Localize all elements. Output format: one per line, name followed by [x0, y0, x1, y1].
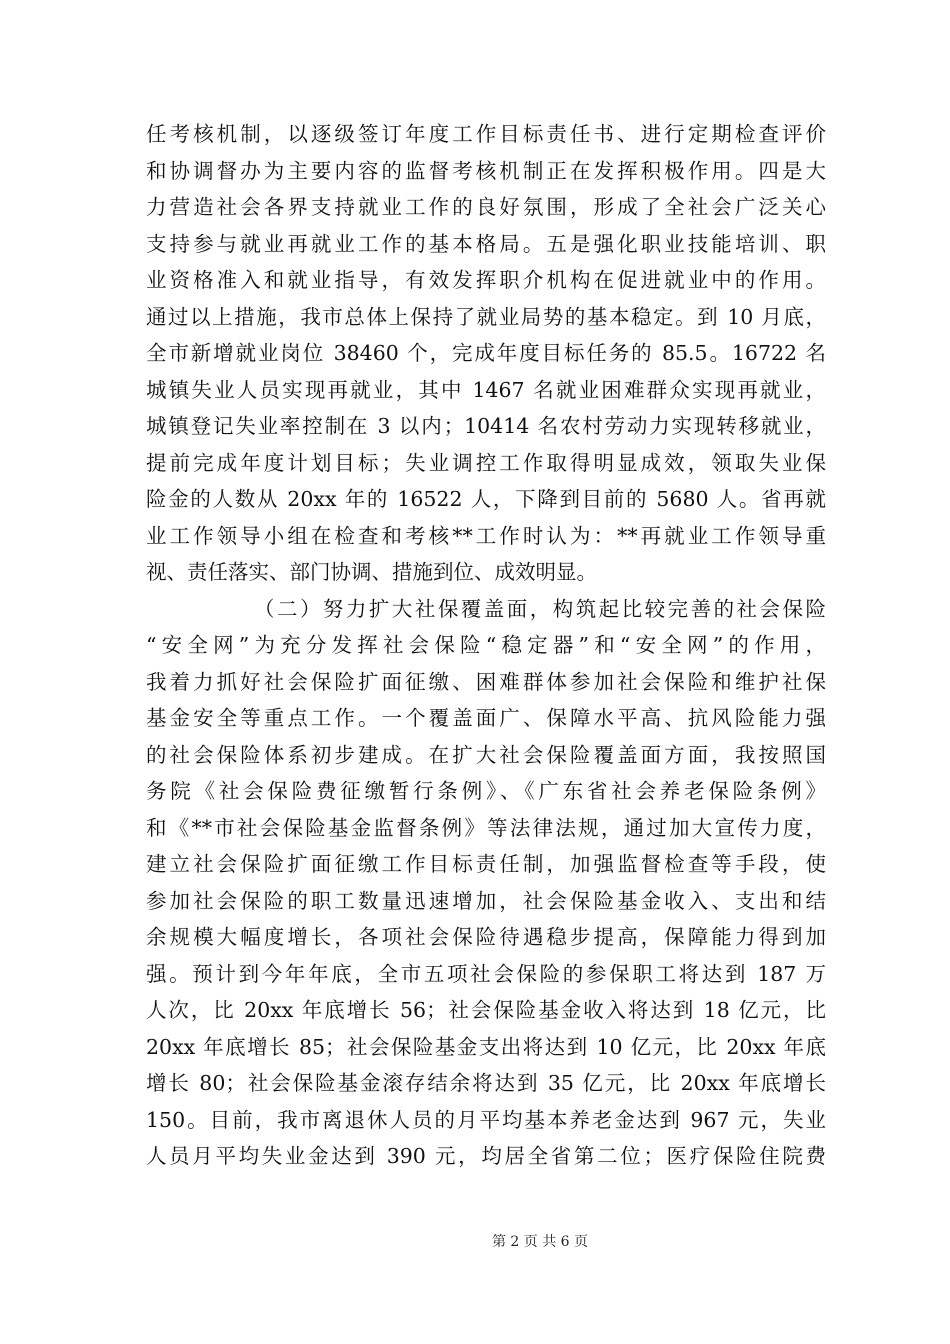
text-line: 通过以上措施，我市总体上保持了就业局势的基本稳定。到 10 月底， — [146, 304, 826, 329]
text-line: 20xx 年底增长 85；社会保险基金支出将达到 10 亿元，比 20xx 年底 — [146, 1034, 826, 1059]
text-line: 务院《社会保险费征缴暂行条例》、《广东省社会养老保险条例》 — [146, 779, 826, 803]
text-line: 的社会保险体系初步建成。在扩大社会保险覆盖面方面，我按照国 — [146, 742, 826, 767]
text-line: 我着力抓好社会保险扩面征缴、困难群体参加社会保险和维护社保 — [146, 669, 826, 694]
text-line: 和协调督办为主要内容的监督考核机制正在发挥积极作用。四是大 — [146, 158, 826, 183]
text-line: “安全网”为充分发挥社会保险“稳定器”和“安全网”的作用， — [146, 633, 826, 657]
paragraph-employment — [146, 116, 826, 591]
text-line: 参加社会保险的职工数量迅速增加，社会保险基金收入、支出和结 — [146, 888, 826, 913]
text-line: 业资格准入和就业指导，有效发挥职介机构在促进就业中的作用。 — [146, 268, 826, 292]
text-line: 力营造社会各界支持就业工作的良好氛围，形成了全社会广泛关心 — [146, 195, 826, 219]
text-line: 余规模大幅度增长，各项社会保险待遇稳步提高，保障能力得到加 — [146, 925, 826, 949]
text-line: 建立社会保险扩面征缴工作目标责任制，加强监督检查等手段，使 — [146, 852, 826, 876]
text-line: 支持参与就业再就业工作的基本格局。五是强化职业技能培训、职 — [146, 231, 826, 256]
text-line: 城镇登记失业率控制在 3 以内；10414 名农村劳动力实现转移就业， — [146, 414, 826, 438]
text-line: 业工作领导小组在检查和考核**工作时认为：**再就业工作领导重 — [146, 523, 826, 548]
text-line: 人员月平均失业金达到 390 元，均居全省第二位；医疗保险住院费 — [146, 1144, 826, 1168]
text-line: 险金的人数从 20xx 年的 16522 人，下降到目前的 5680 人。省再就 — [146, 487, 826, 511]
paragraph-social-insurance — [146, 591, 826, 1175]
text-line: 和《**市社会保险基金监督条例》等法律法规，通过加大宣传力度， — [146, 815, 826, 840]
text-line: 150。目前，我市离退休人员的月平均基本养老金达到 967 元，失业 — [146, 1107, 826, 1132]
text-line: 视、责任落实、部门协调、措施到位、成效明显。 — [146, 560, 597, 584]
body-text — [146, 116, 826, 1175]
text-line: 增长 80；社会保险基金滚存结余将达到 35 亿元，比 20xx 年底增长 — [146, 1071, 826, 1095]
text-line: 人次，比 20xx 年底增长 56；社会保险基金收入将达到 18 亿元，比 — [146, 998, 826, 1022]
section-heading-line: （二）努力扩大社保覆盖面，构筑起比较完善的社会保险 — [254, 596, 826, 621]
text-line: 提前完成年度计划目标；失业调控工作取得明显成效，领取失业保 — [146, 450, 826, 475]
text-line: 城镇失业人员实现再就业，其中 1467 名就业困难群众实现再就业， — [146, 377, 826, 402]
page-footer — [0, 1233, 950, 1251]
text-line: 任考核机制，以逐级签订年度工作目标责任书、进行定期检查评价 — [146, 122, 826, 146]
page-number-label: 第 2 页 共 6 页 — [491, 1234, 589, 1250]
text-line: 全市新增就业岗位 38460 个，完成年度目标任务的 85.5。16722 名 — [146, 341, 826, 365]
text-line: 强。预计到今年年底，全市五项社会保险的参保职工将达到 187 万 — [146, 961, 826, 986]
text-line: 基金安全等重点工作。一个覆盖面广、保障水平高、抗风险能力强 — [146, 706, 826, 730]
